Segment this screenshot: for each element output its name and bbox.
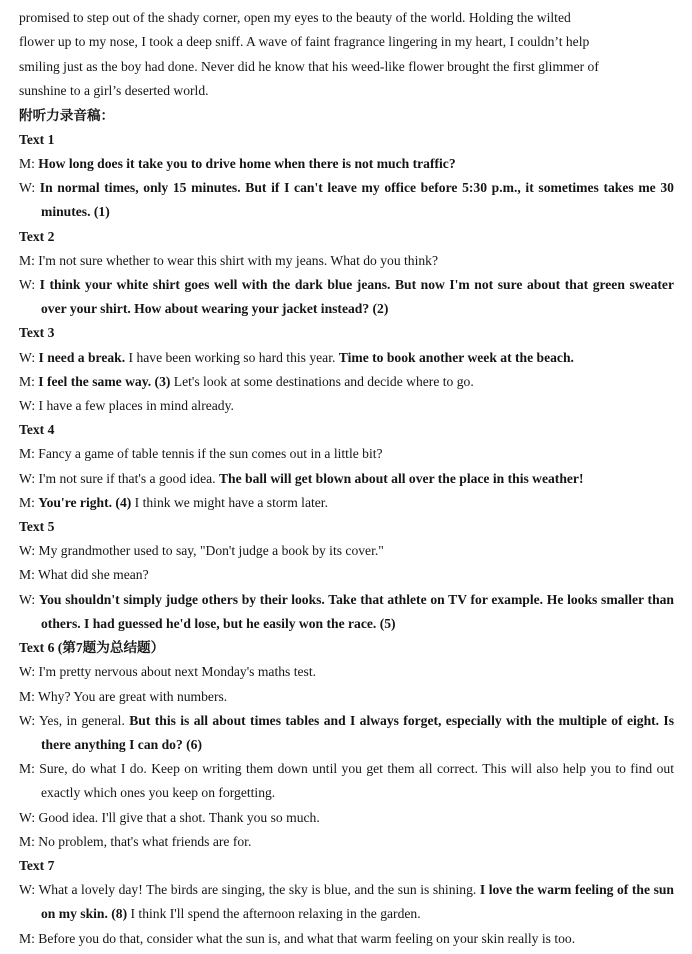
- text-heading: Text 4: [19, 422, 55, 438]
- dialogue-line: [19, 539, 674, 563]
- text-heading: Text 5: [19, 519, 55, 535]
- plain-text: I think I'll spend the afternoon relaxing in the garden.: [127, 906, 421, 922]
- dialogue-line: [19, 346, 674, 370]
- dialogue-line: [19, 152, 674, 176]
- dialogue-line: [19, 249, 674, 273]
- speaker-label: W:: [19, 349, 39, 365]
- speaker-label: M:: [19, 446, 39, 462]
- bold-text: I need a break.: [38, 349, 126, 365]
- plain-text: My grandmother used to say, "Don't judge a book by its cover.": [38, 543, 384, 559]
- dialogue-line: [19, 467, 674, 491]
- dialogue-line: [19, 660, 674, 684]
- speaker-label: M:: [19, 688, 39, 704]
- speaker-label: M:: [19, 252, 39, 268]
- text-heading: Text 3: [19, 325, 55, 341]
- bold-text: I love the warm feeling of the sun on my skin. (8): [41, 882, 674, 922]
- dialogue-line: [19, 588, 674, 636]
- bold-text: I feel the same way. (3): [38, 373, 171, 389]
- plain-text: What a lovely day! The birds are singing, the sky is blue, and the sun is shining.: [38, 882, 480, 898]
- bold-text: But this is all about times tables and I always forget, especially with the multiple of eight. Is there anything I can do? (6): [41, 712, 675, 752]
- speaker-label: W:: [19, 809, 39, 825]
- plain-text: Sure, do what I do. Keep on writing them down until you get them all correct. This will also help you to find out exactly which ones you keep on forgetting.: [39, 761, 674, 801]
- text-heading: Text 6 (第7题为总结题）: [19, 640, 165, 656]
- speaker-label: M:: [19, 930, 39, 946]
- bold-text: I think your white shirt goes well with the dark blue jeans. But now I'm not sure about that green sweater over your shirt. How about wearing your jacket instead? (2): [39, 277, 674, 317]
- plain-text: Let's look at some destinations and decide where to go.: [170, 373, 474, 389]
- dialogue-line: [19, 709, 674, 757]
- dialogue-line: [19, 442, 674, 466]
- dialogue-line: [19, 491, 674, 515]
- dialogue-line: [19, 370, 674, 394]
- plain-text: What did she mean?: [38, 567, 149, 583]
- transcript: [19, 128, 674, 951]
- intro-paragraph: [19, 6, 674, 104]
- speaker-label: W:: [19, 664, 39, 680]
- bold-text: How long does it take you to drive home when there is not much traffic?: [38, 156, 456, 172]
- dialogue-line: [19, 176, 674, 224]
- dialogue-line: [19, 830, 674, 854]
- dialogue-line: [19, 878, 674, 926]
- speaker-label: M:: [19, 761, 40, 777]
- dialogue-line: [19, 927, 674, 951]
- speaker-label: W:: [19, 882, 39, 898]
- intro-line: sunshine to a girl’s deserted world.: [19, 83, 209, 99]
- intro-line: smiling just as the boy had done. Never did he know that his weed-like flower brought the first glimmer of: [19, 58, 599, 74]
- speaker-label: W:: [19, 470, 39, 486]
- dialogue-line: [19, 757, 674, 805]
- plain-text: I'm not sure if that's a good idea.: [38, 470, 219, 486]
- bold-text: You shouldn't simply judge others by their looks. Take that athlete on TV for example. He looks smaller than others. I had guessed he'd lose, but he easily won the race. (5): [38, 591, 674, 631]
- dialogue-line: [19, 806, 674, 830]
- plain-text: I'm pretty nervous about next Monday's maths test.: [38, 664, 316, 680]
- speaker-label: W:: [19, 591, 39, 607]
- plain-text: Before you do that, consider what the sun is, and what that warm feeling on your skin really is too.: [38, 930, 576, 946]
- dialogue-line: [19, 685, 674, 709]
- speaker-label: M:: [19, 567, 39, 583]
- speaker-label: W:: [19, 712, 39, 728]
- plain-text: I have a few places in mind already.: [38, 398, 234, 414]
- bold-text: In normal times, only 15 minutes. But if I can't leave my office before 5:30 p.m., it sometimes takes me 30 minutes. (1): [39, 180, 674, 220]
- text-heading: Text 7: [19, 857, 55, 873]
- plain-text: I think we might have a storm later.: [131, 494, 328, 510]
- speaker-label: W:: [19, 543, 39, 559]
- dialogue-line: [19, 273, 674, 321]
- dialogue-line: [19, 563, 674, 587]
- speaker-label: M:: [19, 373, 39, 389]
- speaker-label: W:: [19, 180, 40, 196]
- speaker-label: W:: [19, 277, 40, 293]
- plain-text: I have been working so hard this year.: [125, 349, 339, 365]
- section-title: 附听力录音稿：: [19, 107, 115, 123]
- plain-text: Fancy a game of table tennis if the sun comes out in a little bit?: [38, 446, 383, 462]
- bold-text: You're right. (4): [38, 494, 132, 510]
- plain-text: I'm not sure whether to wear this shirt with my jeans. What do you think?: [38, 252, 439, 268]
- plain-text: Why? You are great with numbers.: [38, 688, 228, 704]
- intro-line: flower up to my nose, I took a deep sniff. A wave of faint fragrance lingering in my heart, I couldn’t help: [19, 34, 590, 50]
- intro-line: promised to step out of the shady corner, open my eyes to the beauty of the world. Holding the wilted: [19, 10, 571, 25]
- speaker-label: W:: [19, 398, 39, 414]
- bold-text: The ball will get blown about all over the place in this weather!: [218, 470, 584, 486]
- speaker-label: M:: [19, 156, 39, 172]
- dialogue-line: [19, 394, 674, 418]
- speaker-label: M:: [19, 494, 39, 510]
- text-heading: Text 2: [19, 228, 55, 244]
- text-heading: Text 1: [19, 131, 55, 147]
- plain-text: No problem, that's what friends are for.: [38, 833, 252, 849]
- plain-text: Yes, in general.: [38, 712, 130, 728]
- plain-text: Good idea. I'll give that a shot. Thank you so much.: [38, 809, 320, 825]
- bold-text: Time to book another week at the beach.: [338, 349, 574, 365]
- speaker-label: M:: [19, 833, 39, 849]
